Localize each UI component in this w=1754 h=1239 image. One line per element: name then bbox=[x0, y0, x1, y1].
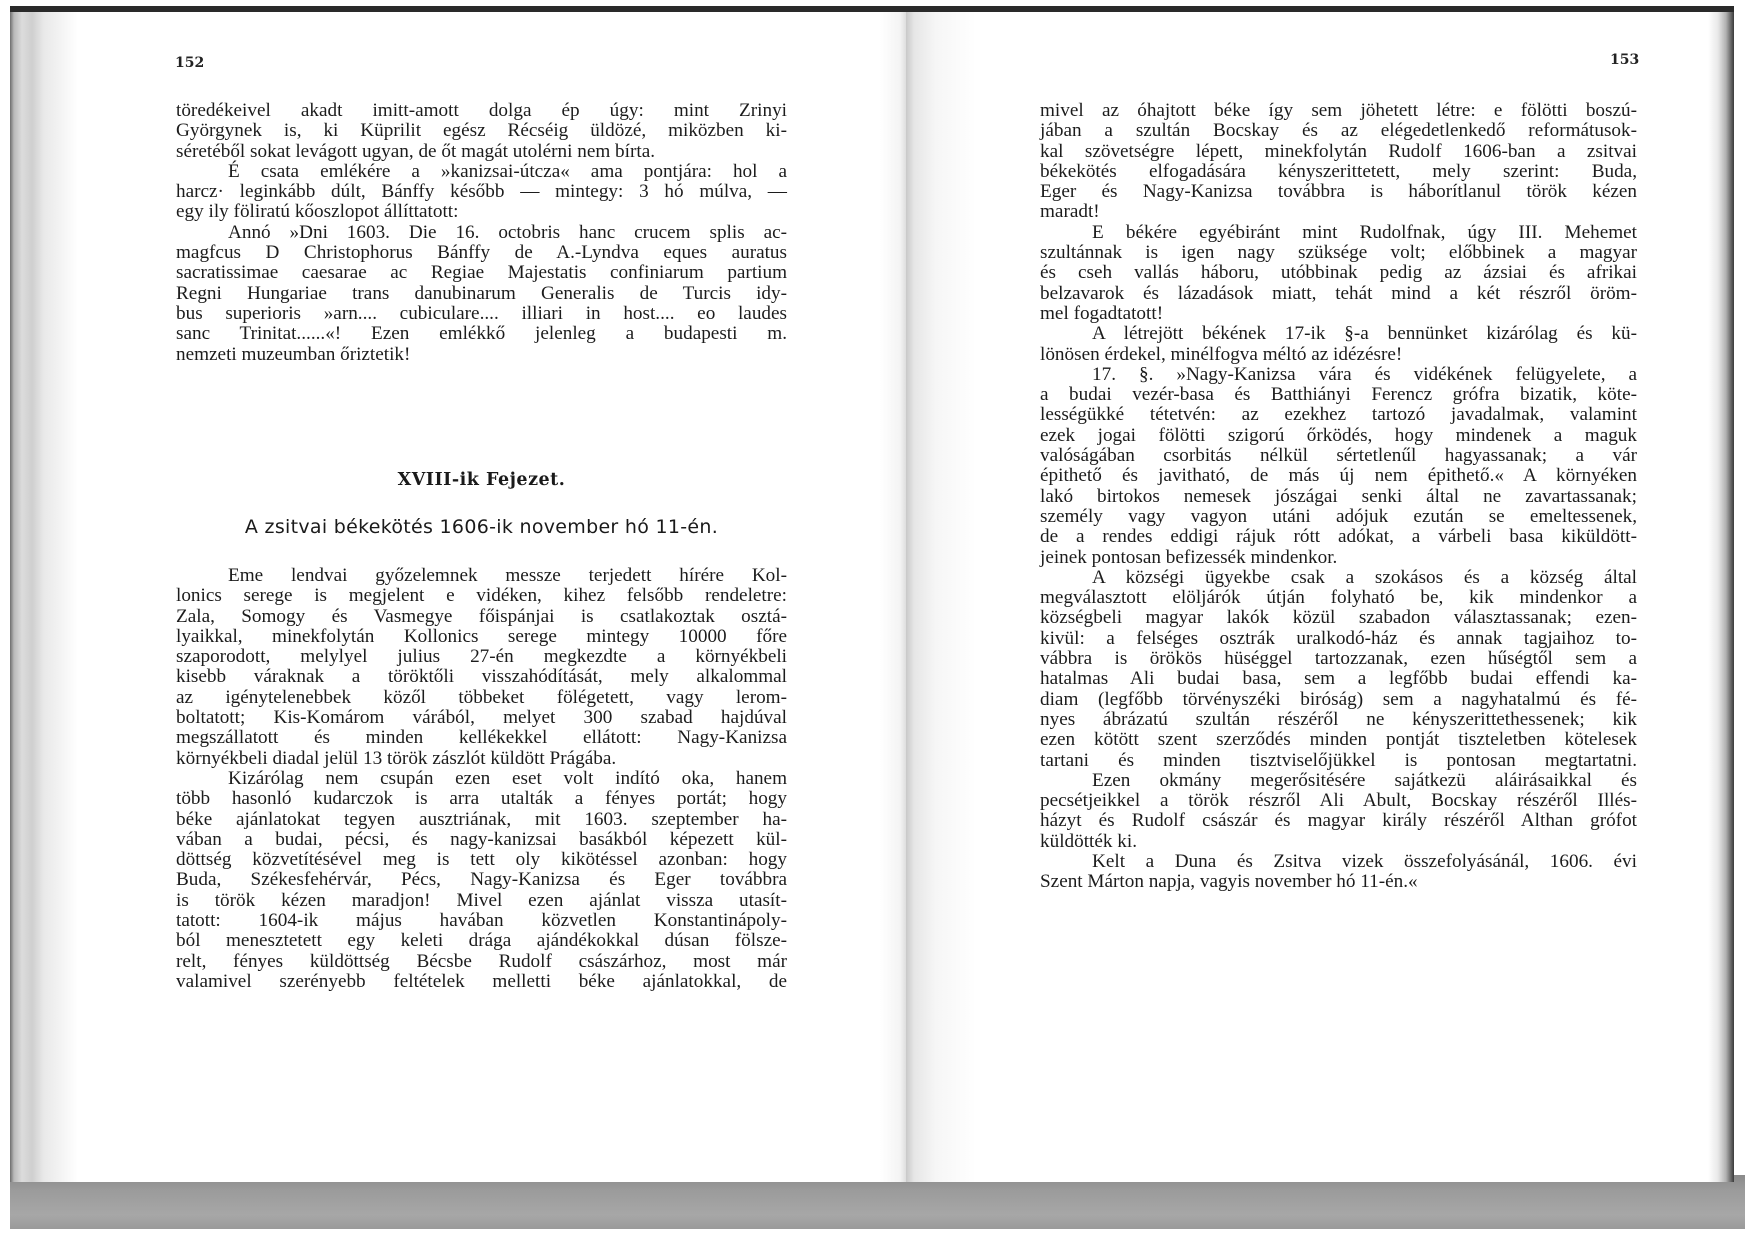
text-line: ezek jogai fölötti szigorú őrködés, hogy mindenek a maguk bbox=[1040, 424, 1637, 446]
text-line: Eme lendvai győzelemnek messze terjedett hírére Kol- bbox=[228, 565, 787, 586]
text-line: Eger és Nagy-Kanizsa továbbra is háborítlanul török kézen bbox=[1040, 181, 1637, 203]
text-line: tatott: 1604-ik május havában közvetlen Konstantinápoly- bbox=[176, 910, 787, 932]
text-line: is török kézen maradjon! Mivel ezen ajánlat vissza utasít- bbox=[176, 889, 787, 911]
text-line: épithető és javitható, de más új nem épithető.« A környéken bbox=[1040, 465, 1637, 487]
text-line: az igénytelenebbek közől többeket fölégetett, vagy lerom- bbox=[176, 686, 787, 708]
text-line: harcz· leginkább dúlt, Bánffy később — mintegy: 3 hó múlva, — bbox=[176, 181, 787, 203]
text-line: A létrejött békének 17-ik §-a bennünket kizárólag és kü- bbox=[1092, 323, 1637, 345]
text-line: lakó birtokos nemesek jószágai senki által ne zavartassanak; bbox=[1040, 485, 1637, 507]
text-line: döttség közvetítésével meg is tett oly kikötéssel azonban: hogy bbox=[176, 849, 787, 871]
text-line: kivül: a felséges osztrák uralkodó-ház és annak tagjaihoz to- bbox=[1040, 627, 1637, 649]
text-line: mel fogadtatott! bbox=[1040, 302, 1164, 324]
text-line: Annó »Dni 1603. Die 16. octobris hanc crucem splis ac- bbox=[228, 221, 787, 243]
text-line: valamivel szerényebb feltételek melletti béke ajánlatokkal, de bbox=[176, 970, 787, 992]
text-line: valóságában csorbitás nélkül sértetlenűl hagyassanak; a vár bbox=[1040, 445, 1637, 467]
text-line: megválasztott elöljárók útján folyható be, kik mindenkor a bbox=[1040, 587, 1637, 609]
text-line: de a rendes eddigi rájuk rótt adókat, a várbeli basa kiküldött- bbox=[1040, 526, 1637, 548]
text-line: jeinek pontosan befizessék mindenkor. bbox=[1040, 546, 1338, 568]
text-line: Zala, Somogy és Vasmegye főispánjai is csatlakoztak osztá- bbox=[176, 605, 787, 627]
text-line: Ezen okmány megerősitésére sajátkezü aláirásaikkal és bbox=[1092, 769, 1637, 791]
text-line: személy vagy vagyon utáni adójuk ezután se emeltessenek, bbox=[1040, 505, 1637, 527]
text-line: környékbeli diadal jelül 13 török zászlót küldött Prágába. bbox=[176, 747, 617, 769]
text-line: belzavarok és lázadások miatt, tehát mind a két részről öröm- bbox=[1040, 282, 1637, 304]
text-line: béke ajánlatokat tegyen ausztriának, mit 1603. szeptember ha- bbox=[176, 808, 787, 830]
text-line: lonics serege is megjelent e vidéken, kihez felsőbb rendeletre: bbox=[176, 585, 787, 607]
text-line: relt, fényes küldöttség Bécsbe Rudolf császárhoz, most már bbox=[176, 950, 787, 972]
text-line: ezen kötött szent szerződés minden pontját tiszteletben kötelesek bbox=[1040, 729, 1637, 751]
page-stack-edge-left bbox=[10, 12, 78, 1182]
text-line: É csata emlékére a »kanizsai-útcza« ama pontjára: hol a bbox=[228, 160, 787, 182]
text-line: és cseh vallás háboru, utóbbinak pedig az ázsiai és afrikai bbox=[1040, 262, 1637, 284]
text-line: vában a budai, pécsi, és nagy-kanizsai basákból képezett kül- bbox=[176, 828, 787, 850]
text-line: tartani és minden tisztviselőjükkel is pontosan megtartatni. bbox=[1040, 749, 1637, 771]
text-line: szaporodott, melylyel julius 27-én megkezdte a környékbeli bbox=[176, 646, 787, 668]
text-line: lességükké tétetvén: az ezekhez tartozó javadalmak, valamint bbox=[1040, 404, 1637, 426]
chapter-title: A zsitvai békekötés 1606-ik november hó 11-én. bbox=[244, 516, 719, 538]
text-line: békekötés elfogadására kényszerittetett, mely szerint: Buda, bbox=[1040, 160, 1637, 182]
text-line: boltatott; Kis-Komárom várából, melyet 300 szabad hajdúval bbox=[176, 707, 787, 729]
text-line: 17. §. »Nagy-Kanizsa vára és vidékének felügyelete, a bbox=[1092, 363, 1637, 385]
text-line: kisebb váraknak a töröktőli visszahódítását, mely alkalommal bbox=[176, 666, 787, 688]
text-line: községbeli magyar lakók közül szabadon választassanak; ezen- bbox=[1040, 607, 1637, 629]
page-stack-edge-right bbox=[1708, 12, 1734, 1182]
text-line: mivel az óhajtott béke így sem jöhetett létre: e fölötti boszú- bbox=[1040, 100, 1637, 121]
text-line: ból menesztetett egy keleti drága ajándékokkal dúsan fölsze- bbox=[176, 930, 787, 952]
text-line: jában a szultán Bocskay és az elégedetlenkedő reformátusok- bbox=[1040, 120, 1637, 142]
gutter-shadow-right bbox=[906, 12, 976, 1182]
text-line: hatalmas Ali budai basa, sem a legfőbb budai effendi ka- bbox=[1040, 668, 1637, 690]
text-line: nemzeti muzeumban őriztetik! bbox=[176, 343, 411, 365]
text-line: töredékeivel akadt imitt-amott dolga ép úgy: mint Zrinyi bbox=[176, 100, 787, 121]
text-line: Buda, Székesfehérvár, Pécs, Nagy-Kanizsa és Eger továbbra bbox=[176, 869, 787, 891]
text-line: sacratissimae caesarae ac Regiae Majestatis confiniarum partium bbox=[176, 262, 787, 284]
text-line: szultánnak is igen nagy szüksége volt; előbbinek a magyar bbox=[1040, 242, 1637, 264]
text-line: Györgynek is, ki Küprilit egész Récséig üldözé, miközben ki- bbox=[176, 120, 787, 142]
text-line: Kelt a Duna és Zsitva vizek összefolyásánál, 1606. évi bbox=[1092, 850, 1637, 872]
text-line: Szent Márton napja, vagyis november hó 11-én.« bbox=[1040, 871, 1418, 893]
text-line: diam (legfőbb törvényszéki biróság) sem a nagyhatalmú és fé- bbox=[1040, 688, 1637, 710]
book-bottom-edge bbox=[10, 1175, 1745, 1229]
text-line: A községi ügyekbe csak a szokásos és a község által bbox=[1092, 566, 1637, 588]
text-line: lönösen érdekel, minélfogva méltó az idézésre! bbox=[1040, 343, 1403, 365]
text-line: vábbra is örökös hüséggel tartozzanak, ezen hűségtől sem a bbox=[1040, 648, 1637, 670]
page-number-right: 153 bbox=[1610, 52, 1640, 68]
text-line: egy ily föliratú kőoszlopot állíttatott: bbox=[176, 201, 459, 223]
text-line: megszállatott és minden kellékekkel ellátott: Nagy-Kanizsa bbox=[176, 727, 787, 749]
text-line: a budai vezér-basa és Batthiányi Ferencz grófra bizatik, köte- bbox=[1040, 384, 1637, 406]
text-line: kal szövetségre lépett, minekfolytán Rudolf 1606-ban a zsitvai bbox=[1040, 140, 1637, 162]
right-text-block bbox=[1040, 101, 1637, 893]
text-line: lyaikkal, minekfolytán Kollonics serege mintegy 10000 főre bbox=[176, 625, 787, 647]
scan-margin-left bbox=[0, 0, 10, 1239]
chapter-heading: XVIII-ik Fejezet. bbox=[397, 470, 566, 490]
text-line: nyes ábrázatú szultán részéről ne kényszerittethessenek; kik bbox=[1040, 708, 1637, 730]
text-line: E békére egyébiránt mint Rudolfnak, úgy III. Mehemet bbox=[1092, 221, 1637, 243]
text-line: Kizárólag nem csupán ezen eset volt indító oka, hanem bbox=[228, 767, 787, 789]
text-line: bus superioris »arn.... cubiculare.... illiari in host.... eo laudes bbox=[176, 302, 787, 324]
text-line: házyt és Rudolf császár és magyar király részéről Althan grófot bbox=[1040, 810, 1637, 832]
text-line: pecsétjeikkel a török részről Ali Abult, Bocskay részéről Illés- bbox=[1040, 790, 1637, 812]
left-text-block-2 bbox=[176, 566, 787, 992]
left-text-block-1 bbox=[176, 101, 787, 365]
text-line: sanc Trinitat......«! Ezen emlékkő jelenleg a budapesti m. bbox=[176, 323, 787, 345]
text-line: Regni Hungariae trans danubinarum Generalis de Turcis idy- bbox=[176, 282, 787, 304]
text-line: küldötték ki. bbox=[1040, 830, 1137, 852]
text-line: séretéből sokat levágott ugyan, de őt magát utolérni nem bírta. bbox=[176, 140, 656, 162]
scan-margin-right bbox=[1746, 0, 1754, 1239]
text-line: több hasonló kudarczok is arra utalták a fényes portát; hogy bbox=[176, 788, 787, 810]
text-line: magfcus D Christophorus Bánffy de A.-Lyndva eques auratus bbox=[176, 242, 787, 264]
text-line: maradt! bbox=[1040, 201, 1100, 223]
page-number-left: 152 bbox=[175, 55, 205, 71]
